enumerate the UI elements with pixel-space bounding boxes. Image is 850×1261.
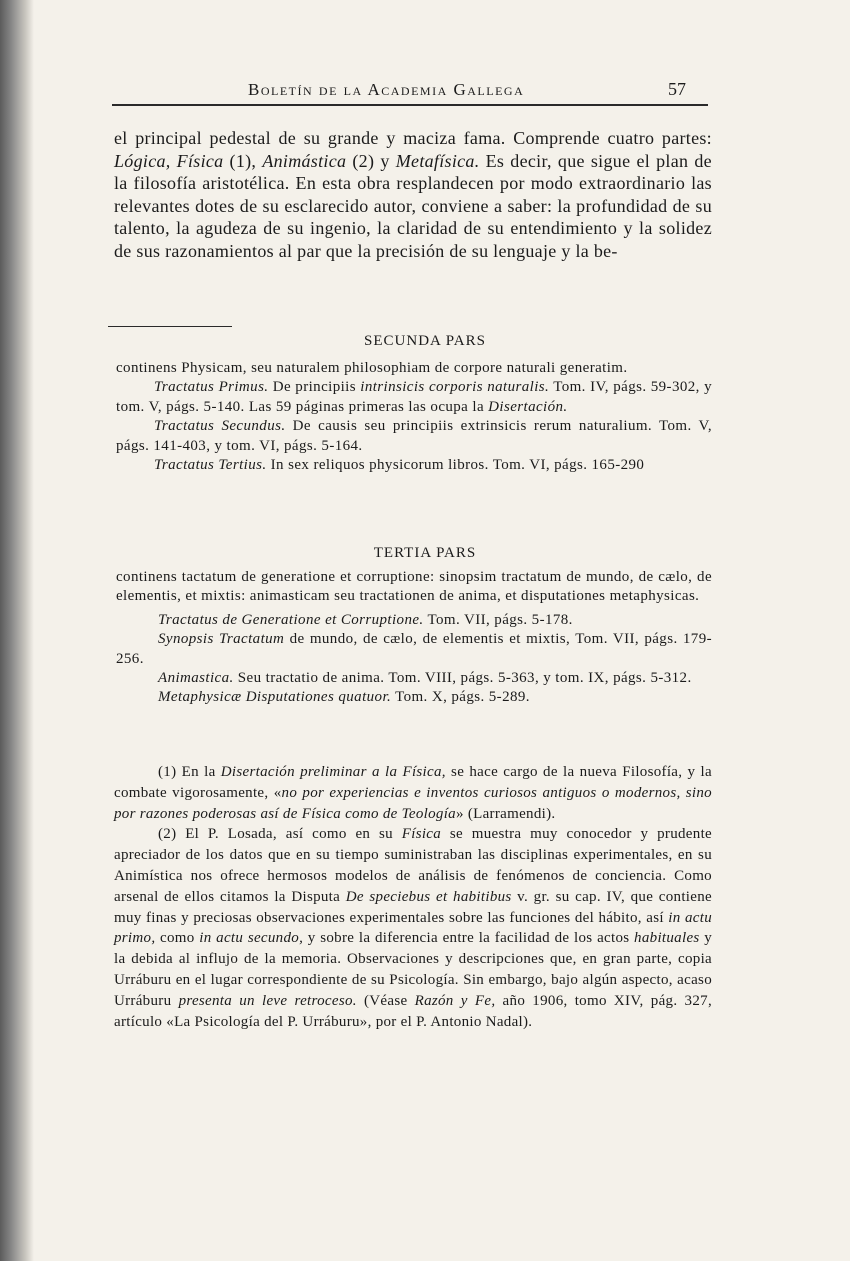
footnote-2-italic-j: habituales: [634, 930, 700, 947]
tractatus-primus-title: Tractatus Primus.: [154, 379, 269, 396]
footnote-2-text-m: (Véase: [356, 992, 415, 1009]
footnote-2-italic-b: Física: [401, 826, 442, 843]
metaphysicae-title: Metaphysicæ Disputationes quatuor.: [158, 689, 392, 706]
footnote-1: [114, 762, 712, 824]
footnote-2-italic-h: in actu secundo,: [199, 930, 304, 947]
synopsis-tractatum: [116, 630, 712, 669]
body-text-4: Es decir, que sigue el plan de la filosofía aristotélica. En esta obra resplandecen por modo extraordinario las relevantes dotes de su esclarecido autor, conviene a saber: la profundidad de su talento, la agudeza de su ingenio, la claridad de su entendimiento y la solidez de sus razonamientos al par que la precisión de su lenguaje y la be-: [114, 150, 712, 261]
page-number: 57: [668, 79, 686, 99]
tractatus-generatione: [116, 611, 712, 630]
page-header: [112, 76, 708, 106]
footnote-2-italic-d: De speciebus et habitibus: [345, 888, 512, 905]
tractatus-generatione-title: Tractatus de Generatione et Corruptione.: [158, 611, 424, 628]
section-divider: [108, 326, 232, 327]
footnote-2-italic-n: Razón y Fe,: [414, 992, 496, 1009]
body-text-1: el principal pedestal de su grande y maciza fama. Comprende cuatro partes:: [114, 128, 712, 148]
secunda-pars-block: [116, 359, 712, 475]
body-text-2: (1),: [223, 150, 263, 171]
tractatus-primus-disertacion: Disertación.: [488, 398, 568, 415]
footnote-2-text-g: como: [155, 930, 200, 947]
tractatus-primus: [116, 378, 712, 417]
footnote-2-text-e: v. gr. su cap. IV, que contiene muy finas y preciosas observaciones experimentales sobre las funciones del hábito, así: [114, 888, 712, 926]
footnote-1-quote: no por experiencias e inventos curiosos antiguos o modernos, sino por razones poderosas así de Física como de Teología: [114, 784, 712, 822]
footnote-2-italic-l: presenta un leve retroceso.: [178, 992, 357, 1009]
synopsis-title: Synopsis Tractatum: [158, 631, 285, 648]
tractatus-primus-subject: intrinsicis corporis naturalis.: [360, 379, 550, 396]
animastica: [116, 669, 712, 688]
secunda-pars-heading: SECUNDA PARS: [364, 333, 486, 349]
footnote-1-text-a: (1) En la: [158, 764, 221, 780]
tractatus-secundus-title: Tractatus Secundus.: [154, 418, 286, 435]
tractatus-secundus-text: De causis seu principiis extrinsicis rerum naturalium. Tom. V, págs. 141-403, y tom. VI, págs. 5-164.: [116, 418, 712, 454]
tertia-pars-block: [116, 568, 712, 708]
tractatus-tertius: [116, 456, 712, 475]
footnote-2-text-c: se muestra muy conocedor y prudente apreciador de los datos que en su tiempo suministraban las disciplinas experimentales, en su Animística nos ofrece hermosos modelos de análisis de fenómenos de conciencia. Como arsenal de ellos citamos la Disputa: [114, 826, 712, 905]
tractatus-tertius-title: Tractatus Tertius.: [154, 457, 267, 474]
header-rule: [112, 104, 708, 106]
tertia-pars-heading: TERTIA PARS: [373, 545, 477, 561]
running-title: Boletín de la Academia Gallega: [248, 80, 525, 99]
footnote-2-text-k: y la debida al influjo de la memoria. Observaciones y descripciones que, en gran parte, copia Urráburu en el lugar correspondiente de su Psicología. Sin embargo, bajo algún aspecto, acaso Urráburu: [114, 930, 712, 1009]
metaphysicae-disputationes: [116, 688, 712, 707]
footnote-1-text-c: se hace cargo de la nueva Filosofía, y la combate vigorosamente, «: [114, 764, 712, 801]
tractatus-primus-pages: Tom. IV, págs. 59-302, y tom. V, págs. 5-140. Las 59 páginas primeras las ocupa la: [116, 379, 712, 415]
body-italic-3: Metafísica.: [395, 150, 480, 171]
tractatus-tertius-text: In sex reliquos physicorum libros. Tom. VI, págs. 165-290: [266, 457, 645, 474]
tractatus-secundus: [116, 417, 712, 456]
footnote-2-text-a: (2) El P. Losada, así como en su: [158, 826, 402, 843]
body-italic-1: Lógica, Física: [114, 150, 224, 171]
synopsis-text: de mundo, de cælo, de elementis et mixtis, Tom. VII, págs. 179-256.: [116, 631, 712, 667]
animastica-title: Animastica.: [158, 670, 234, 687]
tertia-intro: continens tactatum de generatione et corruptione: sinopsim tractatum de mundo, de cælo, de elementis, et mixtis: animasticam seu tractationen de anima, et disputationes metaphysicas.: [116, 569, 712, 605]
animastica-text: Seu tractatio de anima. Tom. VIII, págs. 5-363, y tom. IX, págs. 5-312.: [233, 670, 692, 687]
footnote-2-italic-f: in actu primo,: [114, 909, 712, 947]
metaphysicae-text: Tom. X, págs. 5-289.: [391, 689, 530, 706]
footnote-2: [114, 824, 712, 1032]
main-paragraph: [114, 127, 712, 263]
tractatus-generatione-text: Tom. VII, págs. 5-178.: [423, 611, 573, 628]
footnote-2-text-i: y sobre la diferencia entre la facilidad de los actos: [303, 930, 635, 947]
secunda-intro: continens Physicam, seu naturalem philosophiam de corpore naturali generatim.: [116, 360, 628, 376]
tractatus-primus-text: De principiis: [268, 379, 361, 396]
footnote-2-text-o: año 1906, tomo XIV, pág. 327, artículo «La Psicología del P. Urráburu», por el P. Antonio Nadal).: [114, 992, 712, 1030]
footnote-1-text-e: » (Larramendi).: [455, 805, 556, 822]
footnotes: [114, 762, 712, 1032]
body-text-3: (2) y: [346, 150, 396, 171]
body-italic-2: Animástica: [262, 150, 347, 171]
footnote-1-italic-b: Disertación preliminar a la Física,: [220, 764, 446, 780]
book-binding-shadow: [0, 0, 34, 1261]
